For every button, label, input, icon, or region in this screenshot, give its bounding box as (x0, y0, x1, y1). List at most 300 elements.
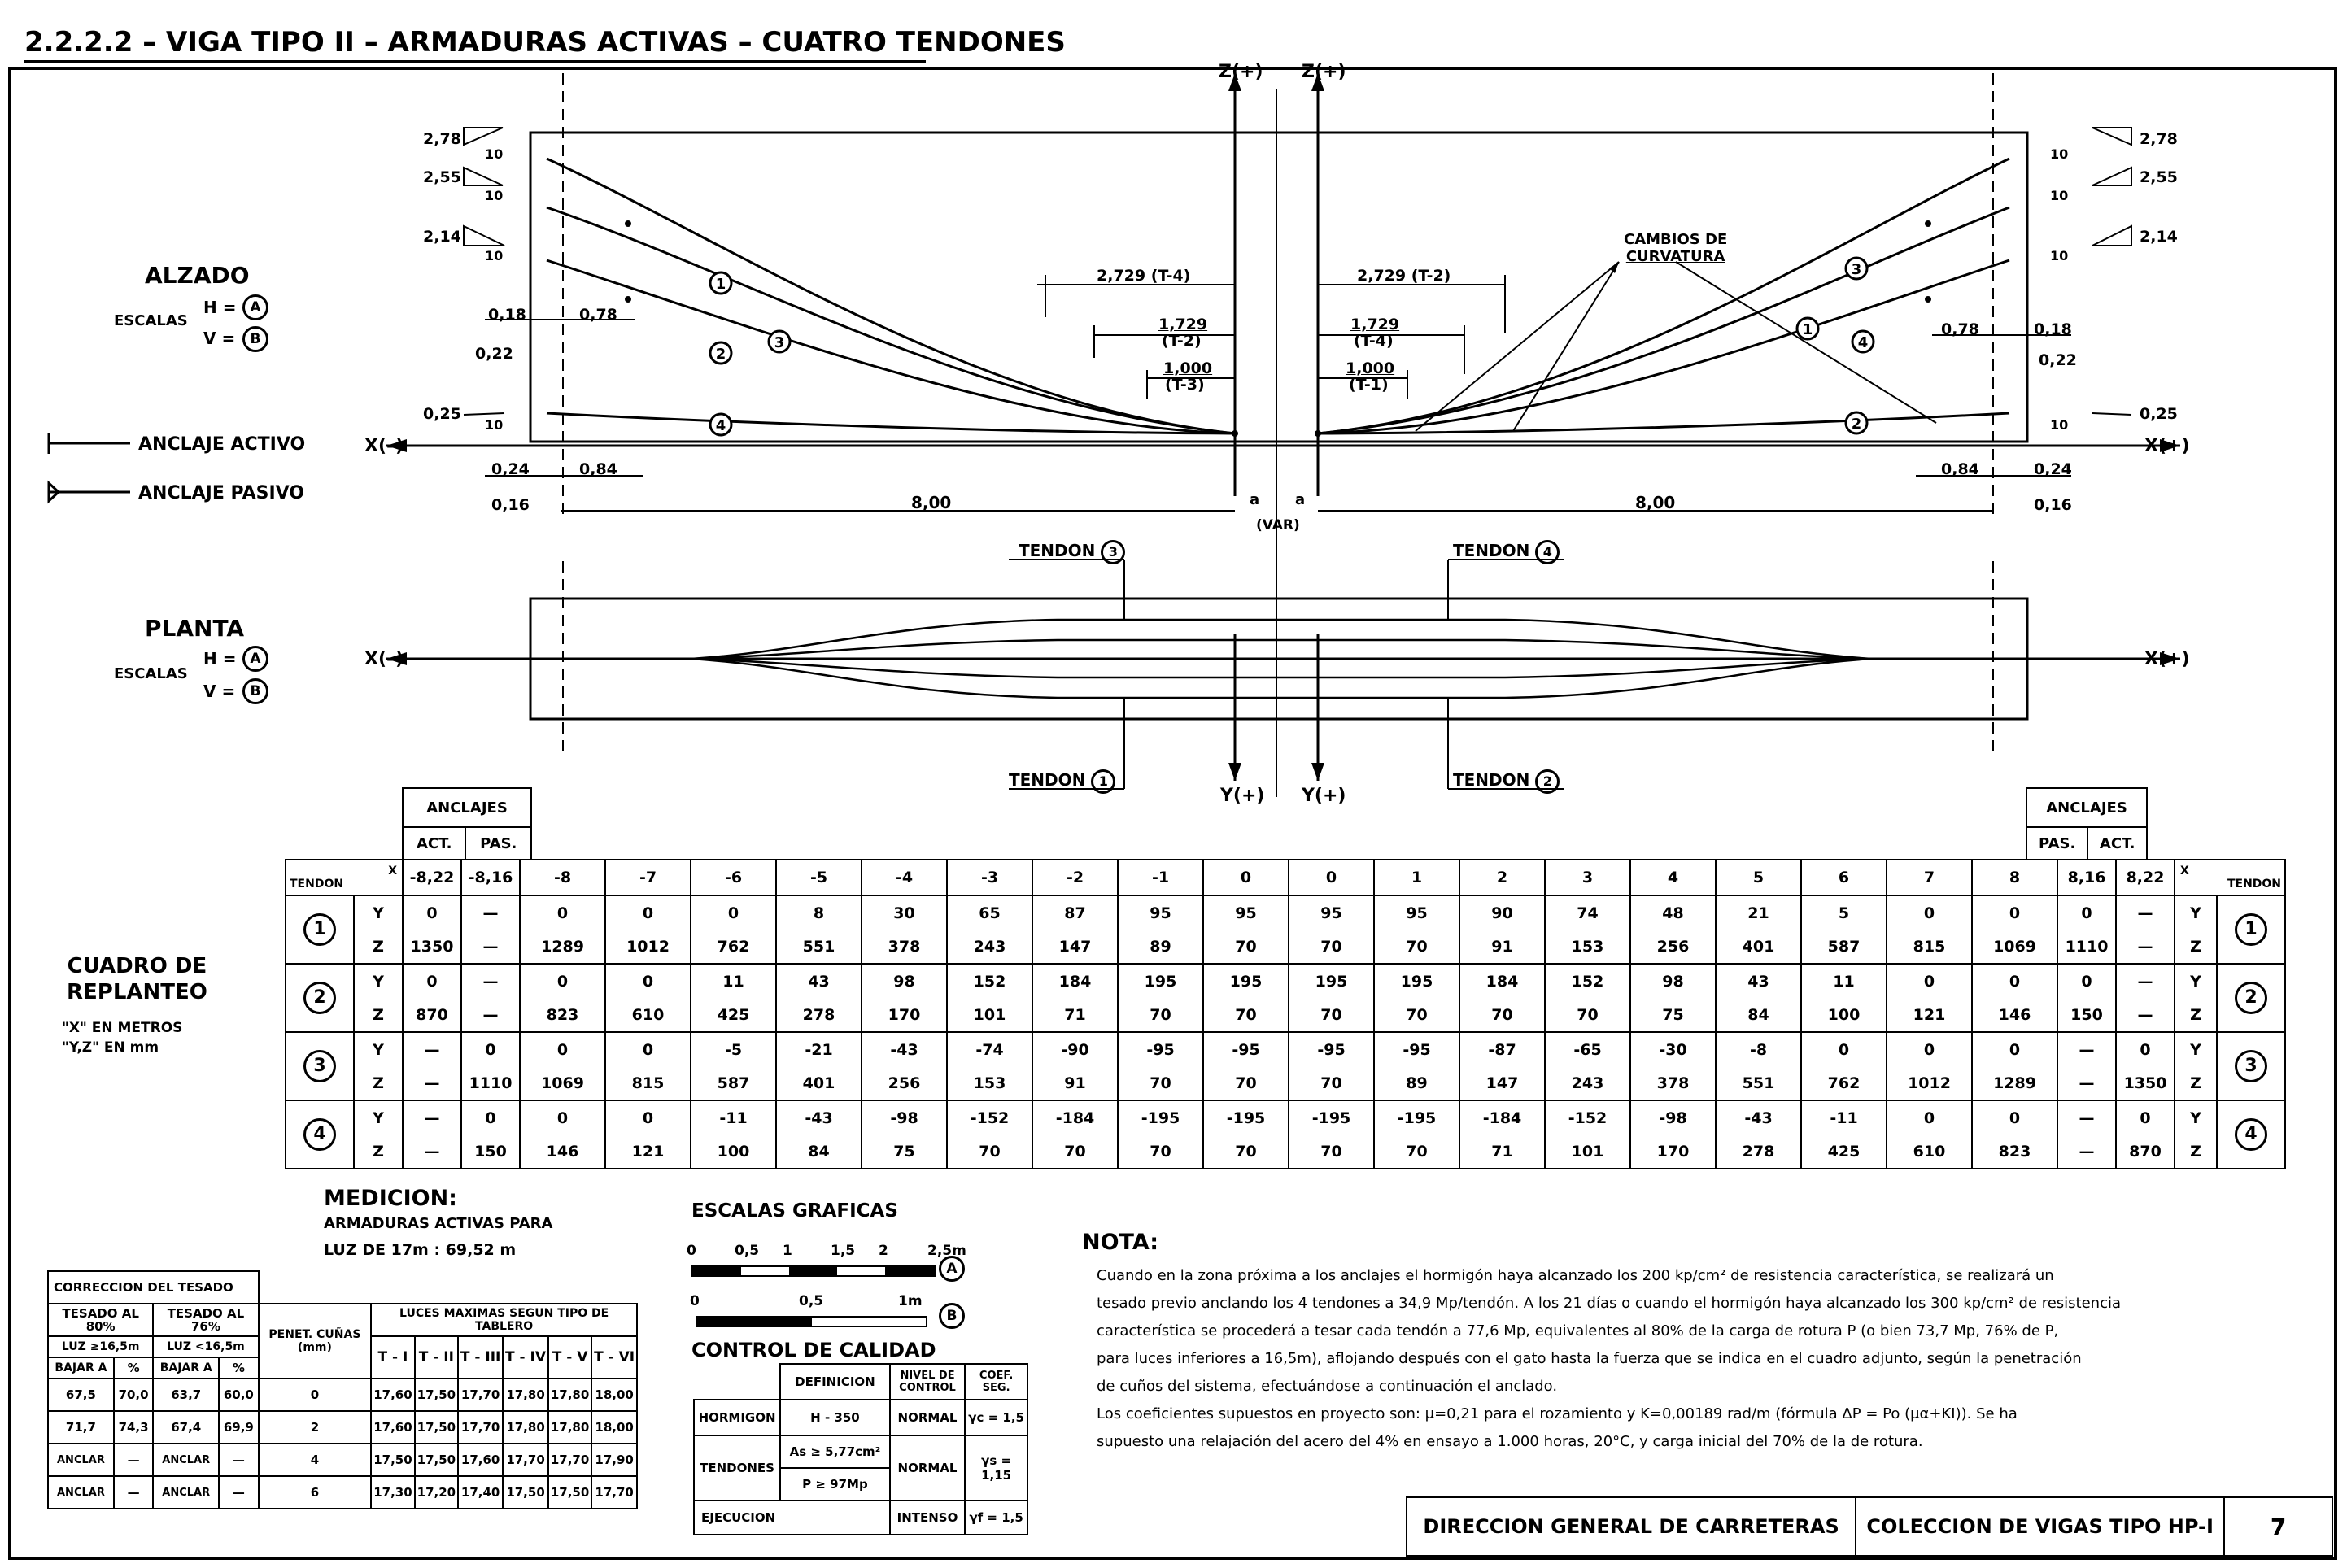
corner-tendon-label: TENDON (290, 878, 344, 891)
y-value: 0 (1972, 964, 2057, 998)
dim-left-016: 0,16 (491, 496, 530, 514)
correccion-cell: 17,70 (591, 1476, 637, 1509)
replanteo-heading: CUADRO DE REPLANTEO (67, 954, 207, 1004)
correccion-cell: 17,50 (503, 1476, 548, 1509)
x-value: 3 (1545, 860, 1630, 895)
z-value: 100 (691, 1135, 776, 1169)
y-value: — (2057, 1032, 2116, 1066)
correccion-cell: 0 (259, 1379, 372, 1411)
y-value: 152 (1545, 964, 1630, 998)
y-value: -43 (1716, 1100, 1801, 1135)
nota-line: de cuños del sistema, efectuándose a continuación el anclado. (1097, 1378, 1558, 1395)
y-value: 184 (1032, 964, 1118, 998)
y-value: 0 (2057, 964, 2116, 998)
y-value: 5 (1801, 895, 1887, 930)
z-value: 70 (1289, 998, 1374, 1032)
y-value: -98 (862, 1100, 947, 1135)
replanteo-row-z (286, 1066, 2285, 1100)
z-value: 70 (1289, 1135, 1374, 1169)
y-value: 195 (1289, 964, 1374, 998)
elevation-scale-h: H = (203, 298, 237, 317)
y-value: 21 (1716, 895, 1801, 930)
elevation-heading: ALZADO (145, 262, 250, 289)
coord-label: Y (354, 895, 403, 930)
corner-tendon-label-right: TENDON (2227, 878, 2282, 891)
z-value: 100 (1801, 998, 1887, 1032)
y-value: -152 (1545, 1100, 1630, 1135)
z-value: 870 (2116, 1135, 2175, 1169)
gap-var: (VAR) (1256, 517, 1300, 534)
y-value: 98 (862, 964, 947, 998)
correccion-cell: 17,50 (415, 1379, 458, 1411)
tendon-curve-1 (547, 159, 1235, 433)
coord-label: Z (354, 1135, 403, 1169)
title-block-collection: COLECCION DE VIGAS TIPO HP-I (1856, 1497, 2224, 1556)
z-value: 815 (605, 1066, 691, 1100)
y-value: 43 (776, 964, 862, 998)
tendon-number-badge: 1 (303, 913, 336, 946)
correccion-cell: 17,80 (503, 1379, 548, 1411)
slope-den-right-1: 10 (2050, 146, 2069, 162)
coord-label: Y (2175, 895, 2217, 930)
nota-body (1097, 1262, 2268, 1456)
x-value: -7 (605, 860, 691, 895)
y-value: 43 (1716, 964, 1801, 998)
z-value: 170 (1630, 1135, 1716, 1169)
slope-den-left-1: 10 (485, 146, 504, 162)
coord-label: Z (354, 998, 403, 1032)
z-value: 70 (1203, 998, 1289, 1032)
svg-text:2: 2 (1851, 416, 1862, 433)
correccion-cell: 67,5 (48, 1379, 114, 1411)
z-value: 70 (1374, 1135, 1459, 1169)
plan-tendon-4-label: TENDON 4 (1453, 540, 1560, 564)
z-value: 70 (1545, 998, 1630, 1032)
scale-a-tick: 0,5 (735, 1243, 760, 1259)
plan-axis-x-negative: X(–) (364, 649, 404, 669)
z-value: 70 (1118, 1066, 1203, 1100)
correccion-cell: 18,00 (591, 1411, 637, 1444)
span-right: 8,00 (1635, 493, 1676, 512)
title-block-org: DIRECCION GENERAL DE CARRETERAS (1407, 1497, 1856, 1556)
elevation-scale-v: V = (203, 329, 236, 348)
gap-a-right: a (1295, 491, 1306, 508)
correccion-cell: — (114, 1444, 153, 1476)
scale-b-bar (696, 1316, 927, 1327)
x-value: 5 (1716, 860, 1801, 895)
y-value: -95 (1289, 1032, 1374, 1066)
z-value: 70 (1289, 1066, 1374, 1100)
coord-label: Y (2175, 1032, 2217, 1066)
tendon-number-cell-right (2217, 1032, 2285, 1100)
escalas-heading: ESCALAS GRAFICAS (691, 1200, 898, 1222)
replanteo-row-z (286, 930, 2285, 964)
slope-left-3: 2,14 (423, 228, 461, 246)
dim-mid-right-t4: (T-4) (1354, 332, 1394, 350)
y-value: — (461, 895, 520, 930)
tendon-curve-2 (547, 260, 1235, 433)
axis-x-negative: X(–) (364, 436, 404, 456)
replanteo-row-y (286, 895, 2285, 930)
dim-right-022: 0,22 (2039, 351, 2077, 369)
y-value: 0 (605, 1100, 691, 1135)
escala-b-badge: B (939, 1303, 965, 1329)
dim-left-018: 0,18 (488, 306, 526, 324)
z-value: 75 (1630, 998, 1716, 1032)
z-value: — (461, 930, 520, 964)
y-value: 0 (1972, 1032, 2057, 1066)
z-value: 121 (1887, 998, 1972, 1032)
scale-a-tick: 1,5 (831, 1243, 856, 1259)
y-value: 0 (605, 895, 691, 930)
y-value: — (2116, 964, 2175, 998)
corner-x-label: X (388, 865, 398, 878)
z-value: 153 (947, 1066, 1032, 1100)
z-value: 91 (1459, 930, 1545, 964)
correccion-cell: ANCLAR (153, 1444, 219, 1476)
coord-label: Y (2175, 1100, 2217, 1135)
z-value: 147 (1032, 930, 1118, 964)
dim-right-016: 0,16 (2034, 496, 2072, 514)
z-value: 610 (1887, 1135, 1972, 1169)
dim-mid-right-1729: 1,729 (1350, 316, 1400, 333)
slope-right-1: 2,78 (2140, 130, 2178, 148)
coord-label: Y (354, 1100, 403, 1135)
y-value: -30 (1630, 1032, 1716, 1066)
y-value: 0 (2116, 1100, 2175, 1135)
x-value: -8,16 (461, 860, 520, 895)
z-value: 147 (1459, 1066, 1545, 1100)
correccion-cell: 17,80 (548, 1411, 591, 1444)
y-value: 0 (1887, 1100, 1972, 1135)
y-value: — (403, 1100, 461, 1135)
z-value: — (403, 1135, 461, 1169)
scale-b-tick: 0 (690, 1293, 700, 1309)
scale-a-tick: 0 (687, 1243, 696, 1259)
elevation-scales-label: ESCALAS (114, 312, 188, 329)
elev-tendon-1-label: 1 (715, 276, 726, 293)
correccion-cell: 17,70 (503, 1444, 548, 1476)
y-value: 0 (1887, 1032, 1972, 1066)
y-value: 195 (1118, 964, 1203, 998)
scale-a-ticks (685, 1243, 966, 1262)
replanteo-row-y (286, 1100, 2285, 1135)
tendon-number-cell (286, 1100, 354, 1169)
slope-right-2: 2,55 (2140, 168, 2178, 186)
z-value: 70 (1374, 998, 1459, 1032)
y-value: 11 (691, 964, 776, 998)
y-value: 0 (520, 964, 605, 998)
plan-scale-b-badge: B (242, 678, 268, 704)
svg-text:3: 3 (774, 334, 785, 351)
z-value: — (2057, 1066, 2116, 1100)
z-value: — (2116, 930, 2175, 964)
nota-line: Los coeficientes supuestos en proyecto son: μ=0,21 para el rozamiento y K=0,00189 rad/m (fórmula ΔP = Po (μα+KI)). Se ha (1097, 1405, 2018, 1422)
axis-z-right: Z(+) (1302, 62, 1346, 82)
slope-right-3: 2,14 (2140, 228, 2178, 246)
dim-left-078: 0,78 (579, 306, 617, 324)
svg-text:4: 4 (715, 417, 726, 434)
scale-b-tick: 1m (898, 1293, 923, 1309)
tendon-number-badge: 2 (2235, 982, 2267, 1014)
y-value: -152 (947, 1100, 1032, 1135)
tendon-number-badge: 1 (2235, 913, 2267, 946)
correccion-cell: 63,7 (153, 1379, 219, 1411)
dim-right-078: 0,78 (1941, 320, 1979, 338)
y-value: — (2116, 895, 2175, 930)
correccion-cell: 17,80 (503, 1411, 548, 1444)
correccion-cell: 6 (259, 1476, 372, 1509)
correccion-cell: — (219, 1444, 258, 1476)
z-value: 70 (1374, 930, 1459, 964)
y-value: — (461, 964, 520, 998)
coord-label: Z (2175, 1066, 2217, 1100)
nota-line: supuesto una relajación del acero del 4% en ensayo a 1.000 horas, 20°C, y carga inicial del 70% de la de rotura. (1097, 1433, 1923, 1450)
plan-tendon-1-label: TENDON 1 (1009, 769, 1115, 794)
y-value: 95 (1374, 895, 1459, 930)
y-value: 0 (403, 895, 461, 930)
correccion-cell: — (219, 1476, 258, 1509)
correccion-cell: 17,20 (415, 1476, 458, 1509)
y-value: -184 (1032, 1100, 1118, 1135)
replanteo-row-y (286, 1032, 2285, 1066)
z-value: 762 (691, 930, 776, 964)
correccion-table: CORRECCION DEL TESADO TESADO AL 80% TESADO AL 76% PENET. CUÑAS (mm) LUCES MAXIMAS SEGUN TIPO DE TABLERO LUZ ≥16,5m LUZ <16,5m T - I T - II T - III T - IV T - V T - VI BAJAR A % BAJAR A % 67,5 70,0 63,7 60,0 0 17,60 17,50 17,70 17,80 17,80 18,00 71,7 74,3 67,4 69,9 2 17,60 17,50 17,70 17,80 17,80 18,00 ANCLAR — ANCLAR — 4 17,50 17,50 17,60 17,70 17,70 17,90 ANCLAR — ANCLAR — 6 17,30 17,20 17,40 17,50 17,50 17,70 (47, 1270, 638, 1509)
y-value: 0 (1972, 895, 2057, 930)
nota-line: para luces inferiores a 16,5m), aflojando después con el gato hasta la fuerza que se indica en el cuadro adjunto, según la penetración (1097, 1350, 2082, 1367)
x-value: 6 (1801, 860, 1887, 895)
plan-scale-h: H = (203, 649, 237, 669)
dim-mid-left-2729: 2,729 (T-4) (1097, 267, 1191, 285)
z-value: 1110 (461, 1066, 520, 1100)
correccion-cell: ANCLAR (48, 1476, 114, 1509)
correccion-cell: 69,9 (219, 1411, 258, 1444)
slope-right-4: 0,25 (2140, 405, 2178, 423)
coord-label: Z (354, 1066, 403, 1100)
y-value: 0 (605, 964, 691, 998)
y-value: 90 (1459, 895, 1545, 930)
correccion-cell: 17,50 (415, 1444, 458, 1476)
z-value: 1350 (2116, 1066, 2175, 1100)
z-value: 401 (776, 1066, 862, 1100)
nota-line: tesado previo anclando los 4 tendones a 34,9 Mp/tendón. A los 21 días o cuando el hormigón haya alcanzado los 300 kp/cm² de resistencia (1097, 1295, 2121, 1312)
correccion-row (48, 1379, 637, 1411)
correccion-cell: 17,30 (371, 1476, 414, 1509)
slope-left-4: 0,25 (423, 405, 461, 423)
replanteo-corner-right (2175, 860, 2285, 895)
dim-mid-right-1000: 1,000 (1346, 359, 1395, 377)
coord-label: Z (2175, 930, 2217, 964)
correccion-cell: 70,0 (114, 1379, 153, 1411)
coord-label: Y (354, 964, 403, 998)
y-value: -74 (947, 1032, 1032, 1066)
svg-text:3: 3 (1851, 261, 1862, 278)
correccion-row (48, 1411, 637, 1444)
z-value: 89 (1374, 1066, 1459, 1100)
dim-mid-right-2729: 2,729 (T-2) (1357, 267, 1451, 285)
dim-left-022: 0,22 (475, 345, 513, 363)
y-value: — (403, 1032, 461, 1066)
correccion-cell: 17,40 (458, 1476, 503, 1509)
z-value: 243 (1545, 1066, 1630, 1100)
tendon-number-badge: 3 (303, 1050, 336, 1082)
z-value: 587 (1801, 930, 1887, 964)
scale-b-badge: B (242, 326, 268, 352)
z-value: 101 (1545, 1135, 1630, 1169)
tendon-number-badge: 3 (2235, 1050, 2267, 1082)
y-value: -195 (1203, 1100, 1289, 1135)
correccion-cell: 18,00 (591, 1379, 637, 1411)
scale-b-tick: 0,5 (799, 1293, 824, 1309)
dim-right-018: 0,18 (2034, 320, 2072, 338)
elevation-beam-outline (530, 133, 2027, 442)
correccion-row (48, 1476, 637, 1509)
z-value: 70 (1203, 930, 1289, 964)
y-value: -65 (1545, 1032, 1630, 1066)
slope-den-right-2: 10 (2050, 188, 2069, 203)
plan-tendon-3-label: TENDON 3 (1019, 540, 1125, 564)
nota-heading: NOTA: (1082, 1230, 1159, 1255)
y-value: -195 (1118, 1100, 1203, 1135)
anclajes-header-left: ANCLAJES ACT. PAS. (402, 787, 532, 860)
y-value: 74 (1545, 895, 1630, 930)
z-value: 587 (691, 1066, 776, 1100)
y-value: 0 (520, 1032, 605, 1066)
nota-line: Cuando en la zona próxima a los anclajes el hormigón haya alcanzado los 200 kp/cm² de resistencia característica, se realizará un (1097, 1267, 2054, 1284)
x-value: 4 (1630, 860, 1716, 895)
z-value: 378 (862, 930, 947, 964)
slope-den-left-3: 10 (485, 248, 504, 264)
y-value: 0 (2057, 895, 2116, 930)
z-value: 146 (520, 1135, 605, 1169)
y-value: -8 (1716, 1032, 1801, 1066)
z-value: 823 (1972, 1135, 2057, 1169)
y-value: — (2057, 1100, 2116, 1135)
correccion-cell: 17,50 (548, 1476, 591, 1509)
y-value: 0 (1972, 1100, 2057, 1135)
z-value: 823 (520, 998, 605, 1032)
z-value: 70 (1203, 1135, 1289, 1169)
plan-axis-x-positive: X(+) (2144, 649, 2190, 669)
z-value: 84 (1716, 998, 1801, 1032)
z-value: 1350 (403, 930, 461, 964)
axis-z-left: Z(+) (1219, 62, 1263, 82)
y-value: -195 (1374, 1100, 1459, 1135)
y-value: 0 (2116, 1032, 2175, 1066)
y-value: -87 (1459, 1032, 1545, 1066)
y-value: 184 (1459, 964, 1545, 998)
replanteo-units: "X" EN METROS "Y,Z" EN mm (62, 1020, 183, 1056)
z-value: 870 (403, 998, 461, 1032)
correccion-cell: 17,80 (548, 1379, 591, 1411)
dim-mid-left-1000: 1,000 (1163, 359, 1213, 377)
tendon-number-cell-right (2217, 895, 2285, 964)
z-value: 278 (1716, 1135, 1801, 1169)
correccion-cell: ANCLAR (48, 1444, 114, 1476)
cambios-curvatura-label: CAMBIOS DE CURVATURA (1624, 231, 1728, 265)
z-value: 425 (1801, 1135, 1887, 1169)
gap-a-left: a (1250, 491, 1260, 508)
z-value: 146 (1972, 998, 2057, 1032)
z-value: 1289 (1972, 1066, 2057, 1100)
y-value: -5 (691, 1032, 776, 1066)
z-value: 70 (947, 1135, 1032, 1169)
plan-heading: PLANTA (145, 615, 245, 642)
x-value: 7 (1887, 860, 1972, 895)
y-value: -195 (1289, 1100, 1374, 1135)
y-value: 87 (1032, 895, 1118, 930)
y-value: 0 (520, 1100, 605, 1135)
z-value: 101 (947, 998, 1032, 1032)
y-value: 65 (947, 895, 1032, 930)
y-value: 0 (605, 1032, 691, 1066)
tendon-curve-3 (547, 207, 1235, 433)
correccion-cell: 17,50 (371, 1444, 414, 1476)
z-value: — (403, 1066, 461, 1100)
coord-label: Z (354, 930, 403, 964)
replanteo-row-z (286, 998, 2285, 1032)
medicion-line-2: LUZ DE 17m : 69,52 m (324, 1241, 517, 1259)
replanteo-table-container (285, 859, 2286, 1169)
y-value: 0 (1801, 1032, 1887, 1066)
scale-a-bar (691, 1265, 936, 1277)
replanteo-row-y (286, 964, 2285, 998)
correccion-cell: 71,7 (48, 1411, 114, 1444)
z-value: — (461, 998, 520, 1032)
z-value: 121 (605, 1135, 691, 1169)
z-value: 150 (461, 1135, 520, 1169)
tendon-number-badge: 2 (303, 982, 336, 1014)
z-value: 762 (1801, 1066, 1887, 1100)
dim-mid-left-1729: 1,729 (1158, 316, 1208, 333)
x-value: -6 (691, 860, 776, 895)
y-value: -11 (691, 1100, 776, 1135)
y-value: 0 (1887, 895, 1972, 930)
tendon-number-badge: 4 (2235, 1118, 2267, 1151)
dim-left-084: 0,84 (579, 460, 617, 478)
replanteo-table (285, 859, 2286, 1169)
y-value: 0 (520, 895, 605, 930)
y-value: 95 (1289, 895, 1374, 930)
dim-mid-right-t1: (T-1) (1349, 376, 1389, 394)
x-value: 8 (1972, 860, 2057, 895)
z-value: — (2116, 998, 2175, 1032)
z-value: 70 (1459, 998, 1545, 1032)
z-value: 815 (1887, 930, 1972, 964)
replanteo-corner (286, 860, 403, 895)
z-value: 610 (605, 998, 691, 1032)
legend-passive-anchor: ANCLAJE PASIVO (138, 483, 305, 503)
y-value: -95 (1118, 1032, 1203, 1066)
z-value: 70 (1032, 1135, 1118, 1169)
coord-label: Y (354, 1032, 403, 1066)
tendon-number-cell (286, 964, 354, 1032)
x-value: 0 (1289, 860, 1374, 895)
z-value: 551 (1716, 1066, 1801, 1100)
y-value: -98 (1630, 1100, 1716, 1135)
correccion-row (48, 1444, 637, 1476)
control-heading: CONTROL DE CALIDAD (691, 1339, 936, 1361)
x-value: 0 (1203, 860, 1289, 895)
z-value: 70 (1289, 930, 1374, 964)
z-value: 170 (862, 998, 947, 1032)
axis-x-positive: X(+) (2144, 436, 2190, 456)
dim-mid-left-t3: (T-3) (1165, 376, 1205, 394)
z-value: 70 (1118, 1135, 1203, 1169)
tendon-number-cell-right (2217, 964, 2285, 1032)
svg-text:2: 2 (715, 346, 726, 363)
tendon-number-badge: 4 (303, 1118, 336, 1151)
